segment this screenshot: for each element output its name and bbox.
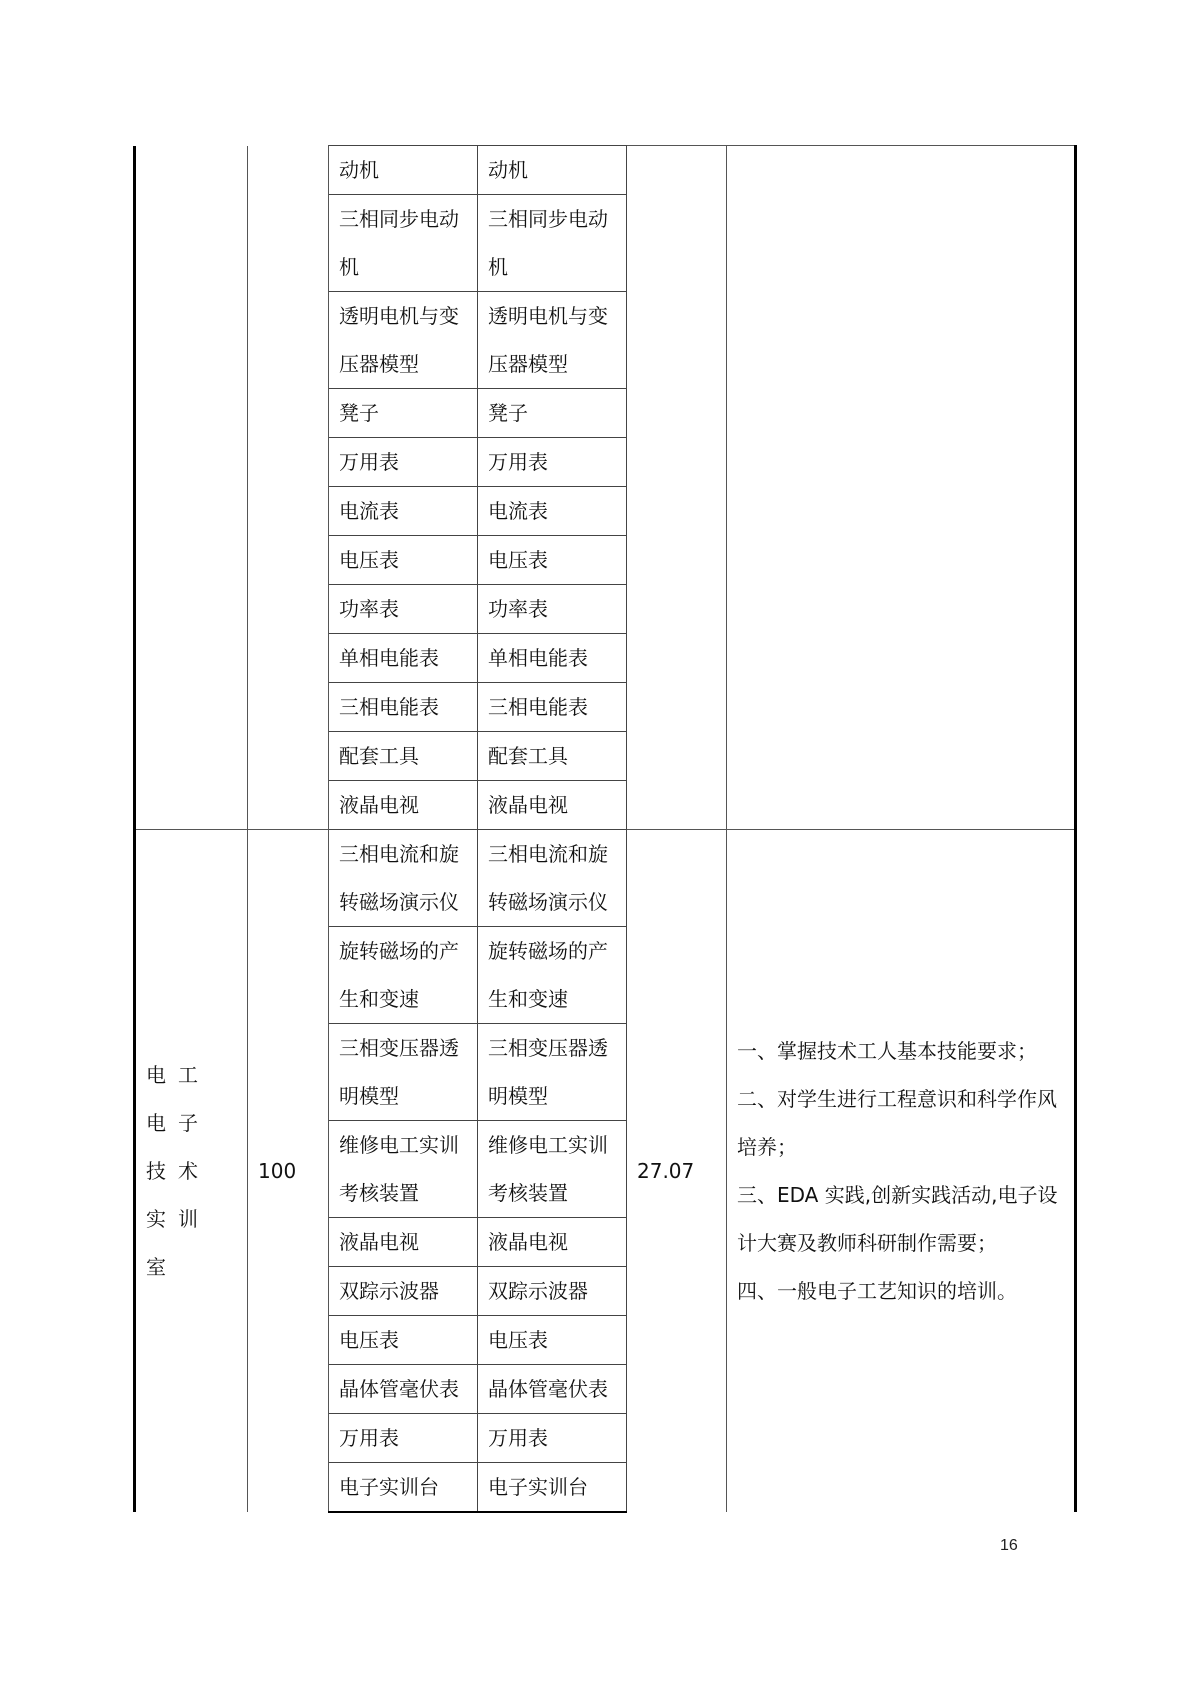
device-spec-cell: 双踪示波器 [478,1267,627,1316]
table-row [135,830,1076,927]
device-spec-cell: 电子实训台 [478,1463,627,1513]
device-name-cell: 万用表 [329,438,478,487]
device-spec-cell: 液晶电视 [478,1218,627,1267]
device-spec-cell: 三相同步电动机 [478,195,627,292]
device-spec-cell: 电压表 [478,536,627,585]
device-name-cell: 旋转磁场的产生和变速 [329,927,478,1024]
device-name-cell: 液晶电视 [329,1218,478,1267]
device-spec-cell: 三相电流和旋转磁场演示仪 [478,830,627,927]
capacity-cell: 100 [248,830,329,1513]
room-name-cell-continued [135,146,248,830]
device-spec-cell: 配套工具 [478,732,627,781]
device-spec-cell: 电压表 [478,1316,627,1365]
device-name-cell: 电压表 [329,536,478,585]
requirement-item: 一、掌握技术工人基本技能要求； [737,1039,1037,1063]
page-number: 16 [1000,1537,1018,1554]
device-spec-cell: 旋转磁场的产生和变速 [478,927,627,1024]
device-spec-cell: 三相变压器透明模型 [478,1024,627,1121]
requirements-cell-continued [727,146,1076,830]
value-cell: 27.07 [627,830,727,1513]
device-name-cell: 三相变压器透明模型 [329,1024,478,1121]
device-name-cell: 双踪示波器 [329,1267,478,1316]
device-spec-cell: 维修电工实训考核装置 [478,1121,627,1218]
device-spec-cell: 动机 [478,146,627,195]
device-name-cell: 凳子 [329,389,478,438]
table-row [135,146,1076,195]
value-cell-continued [627,146,727,830]
device-spec-cell: 万用表 [478,438,627,487]
device-name-cell: 动机 [329,146,478,195]
device-name-cell: 单相电能表 [329,634,478,683]
device-spec-cell: 单相电能表 [478,634,627,683]
requirements-cell [727,830,1076,1513]
equipment-table [133,145,1077,1513]
capacity-cell-continued [248,146,329,830]
device-spec-cell: 透明电机与变压器模型 [478,292,627,389]
device-name-cell: 电流表 [329,487,478,536]
device-name-cell: 万用表 [329,1414,478,1463]
device-spec-cell: 晶体管毫伏表 [478,1365,627,1414]
device-name-cell: 配套工具 [329,732,478,781]
requirement-item: 二、对学生进行工程意识和科学作风培养； [737,1087,1057,1159]
requirement-item: 四、一般电子工艺知识的培训。 [737,1279,1017,1303]
device-name-cell: 三相电流和旋转磁场演示仪 [329,830,478,927]
device-spec-cell: 凳子 [478,389,627,438]
device-name-cell: 功率表 [329,585,478,634]
device-spec-cell: 万用表 [478,1414,627,1463]
device-name-cell: 晶体管毫伏表 [329,1365,478,1414]
device-name-cell: 三相电能表 [329,683,478,732]
requirement-item: 三、EDA 实践,创新实践活动,电子设计大赛及教师科研制作需要； [737,1183,1058,1255]
device-name-cell: 液晶电视 [329,781,478,830]
room-name-cell: 电工电子技术实训室 [135,830,248,1513]
device-spec-cell: 液晶电视 [478,781,627,830]
device-name-cell: 电压表 [329,1316,478,1365]
device-name-cell: 三相同步电动机 [329,195,478,292]
device-name-cell: 维修电工实训考核装置 [329,1121,478,1218]
device-spec-cell: 三相电能表 [478,683,627,732]
device-name-cell: 透明电机与变压器模型 [329,292,478,389]
device-spec-cell: 功率表 [478,585,627,634]
device-name-cell: 电子实训台 [329,1463,478,1513]
device-spec-cell: 电流表 [478,487,627,536]
